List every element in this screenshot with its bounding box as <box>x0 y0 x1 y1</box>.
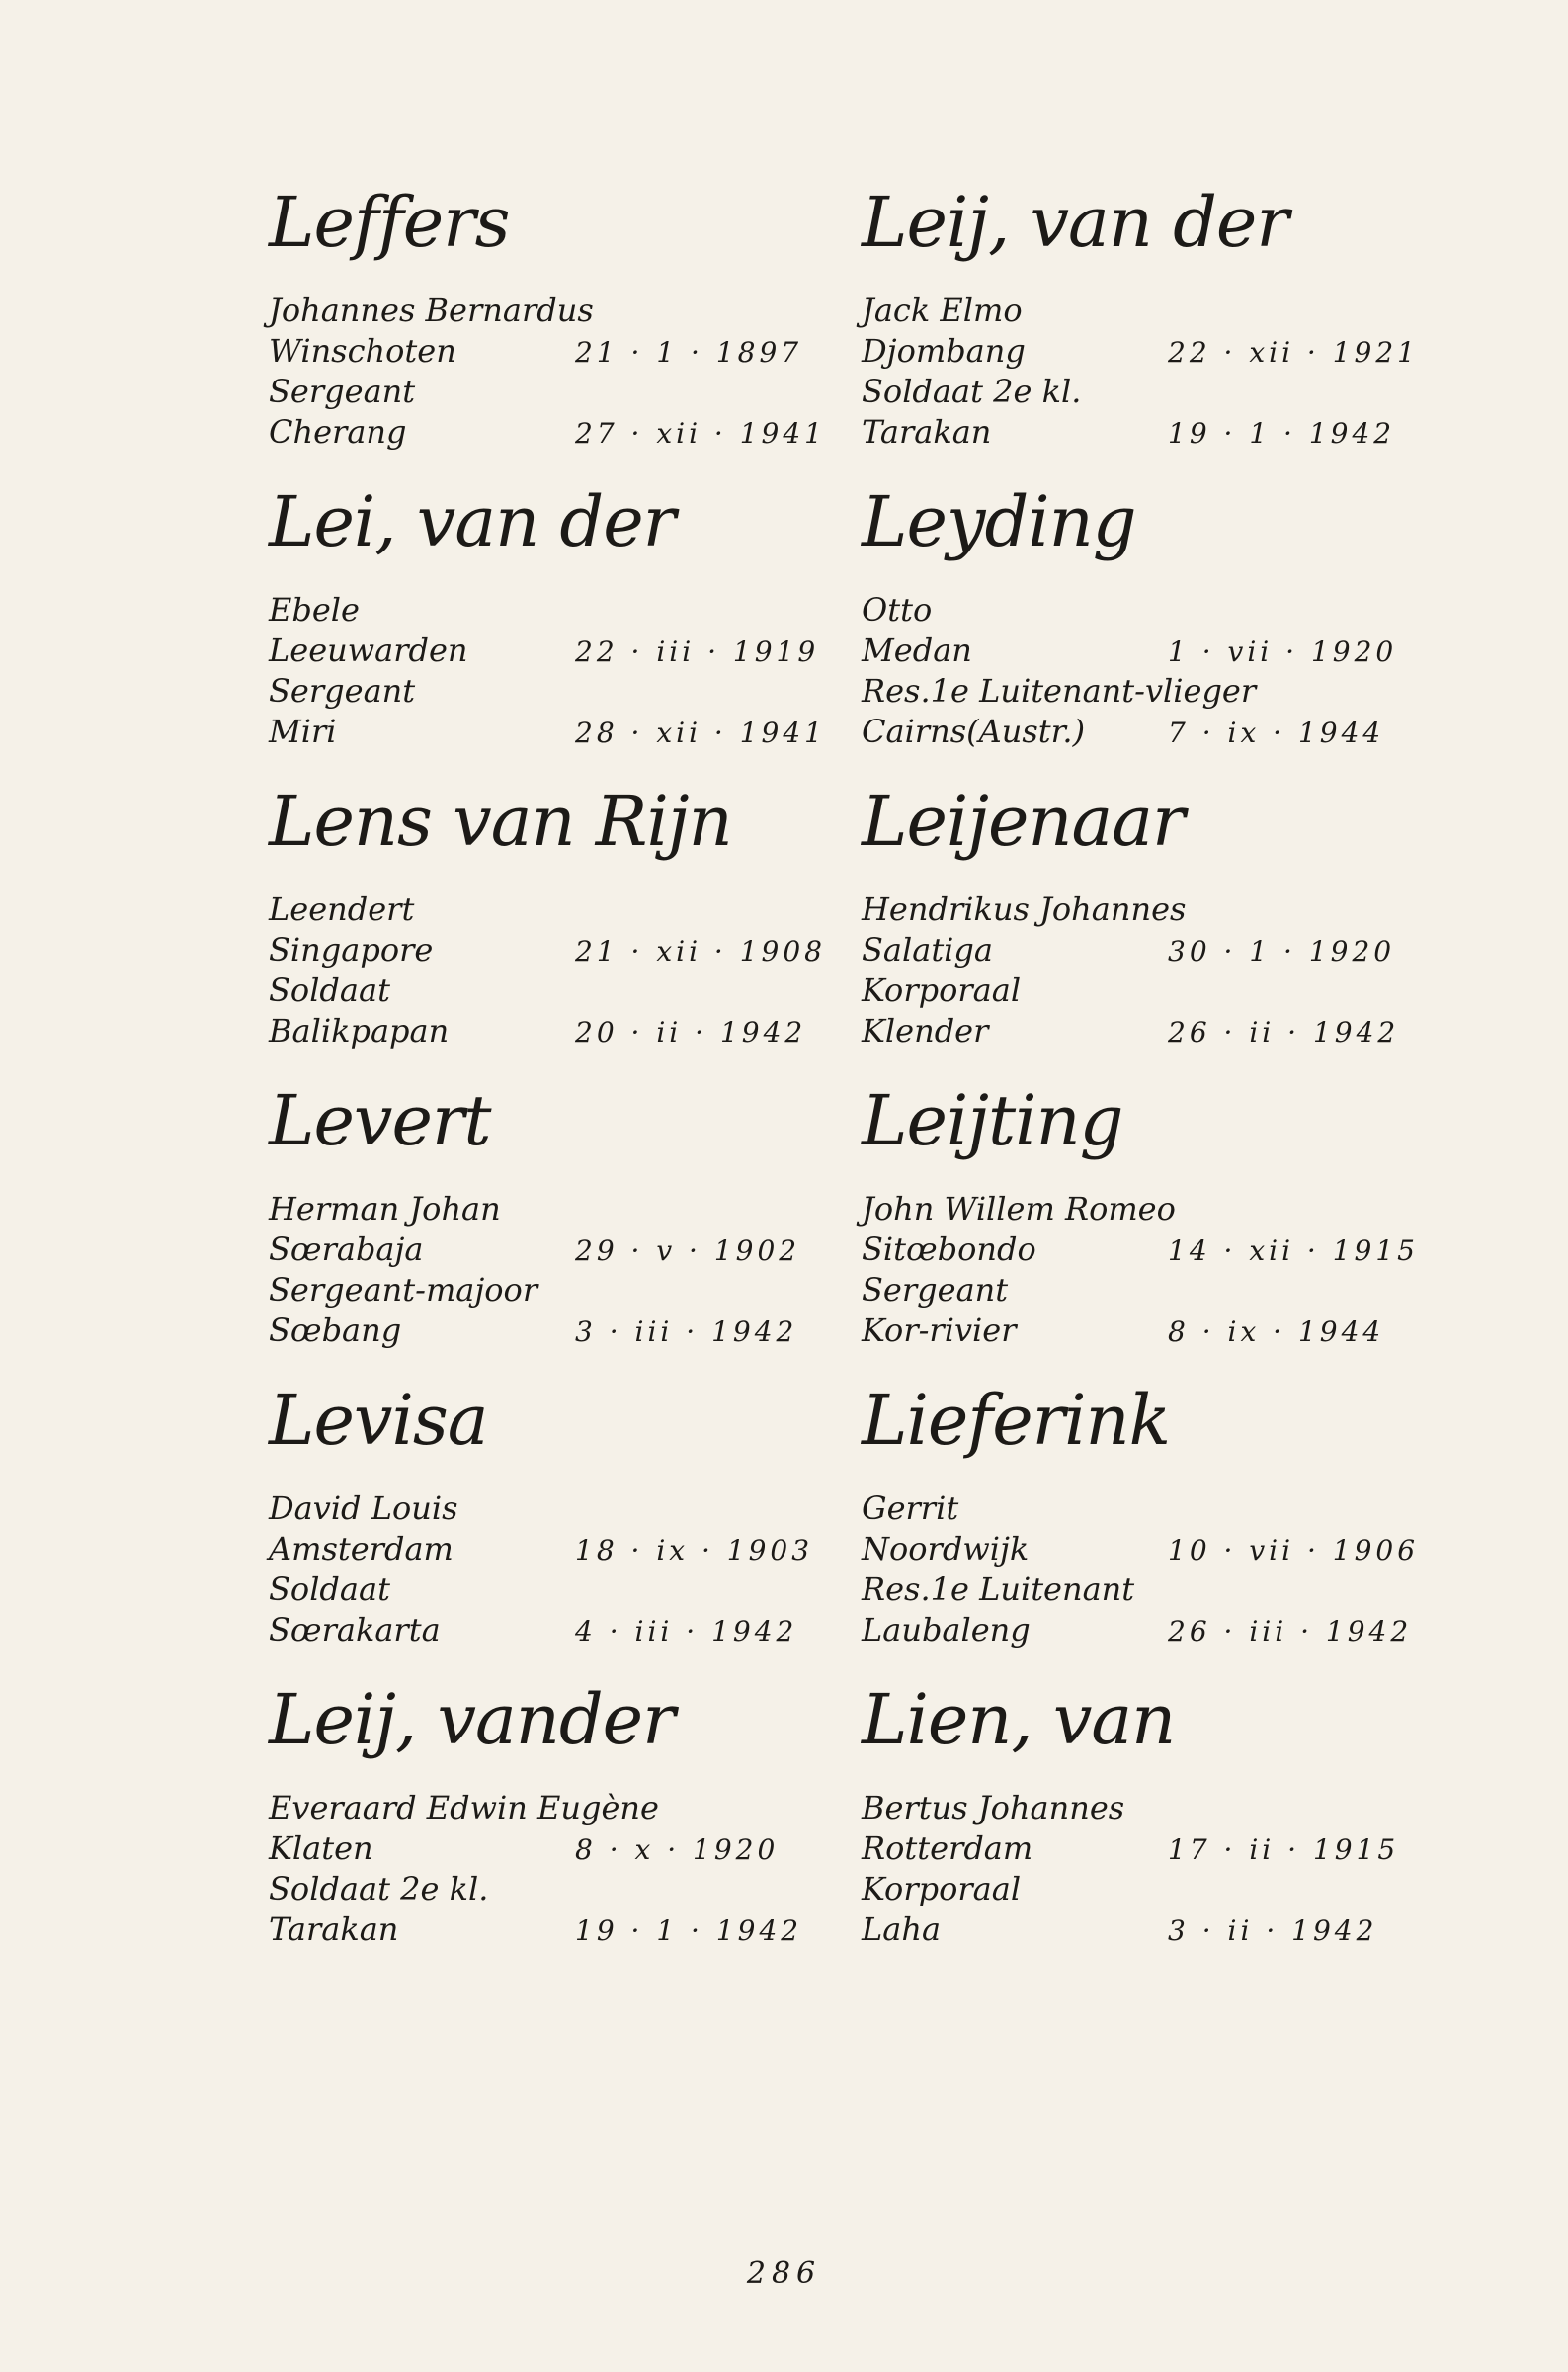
given-names-row <box>862 1788 1454 1828</box>
death-date: 28 · xii · 1941 <box>575 717 826 749</box>
birthdate: 18 · ix · 1903 <box>575 1534 814 1567</box>
given-names-row <box>269 590 862 631</box>
given-names-row <box>862 1189 1454 1229</box>
entry-card <box>862 1080 1454 1386</box>
birthplace: Sitœbondo <box>862 1230 1036 1268</box>
birth-row <box>862 631 1454 671</box>
death-place: Tarakan <box>862 413 992 451</box>
birthplace: Salatiga <box>862 931 993 969</box>
given-names-row <box>269 1488 862 1529</box>
rank-row <box>269 1270 862 1311</box>
birthplace: Winschoten <box>269 332 456 370</box>
rank: Sergeant-majoor <box>269 1271 538 1309</box>
given-names: Leendert <box>269 890 415 928</box>
birthdate: 21 · xii · 1908 <box>575 935 826 968</box>
given-names-row <box>862 1488 1454 1529</box>
birthplace: Djombang <box>862 332 1026 370</box>
death-place: Klender <box>862 1012 989 1050</box>
death-date: 26 · ii · 1942 <box>1168 1016 1400 1049</box>
entry-card <box>269 1080 862 1386</box>
death-place: Kor-rivier <box>862 1312 1017 1349</box>
birth-row <box>269 1229 862 1270</box>
death-row <box>269 1610 862 1651</box>
birthdate: 30 · 1 · 1920 <box>1168 935 1396 968</box>
given-names-row <box>269 1788 862 1828</box>
rank-row <box>862 1569 1454 1610</box>
right-column <box>862 182 1454 1985</box>
birth-row <box>862 1828 1454 1869</box>
death-date: 7 · ix · 1944 <box>1168 717 1385 749</box>
given-names: John Willem Romeo <box>862 1190 1176 1228</box>
rank-row <box>862 372 1454 412</box>
death-place: Laubaleng <box>862 1611 1031 1649</box>
surname-heading: Levisa <box>269 1380 488 1461</box>
given-names: Otto <box>862 591 933 629</box>
rank: Soldaat 2e kl. <box>269 1870 489 1907</box>
death-row <box>862 712 1454 752</box>
birthdate: 21 · 1 · 1897 <box>575 336 803 369</box>
birth-row <box>269 631 862 671</box>
birthdate: 10 · vii · 1906 <box>1168 1534 1420 1567</box>
rank: Res.1e Luitenant <box>862 1570 1135 1608</box>
birth-row <box>862 930 1454 971</box>
given-names-row <box>862 890 1454 930</box>
death-row <box>862 1311 1454 1351</box>
rank: Soldaat <box>269 1570 390 1608</box>
birthdate: 17 · ii · 1915 <box>1168 1833 1400 1866</box>
surname-heading: Leffers <box>269 182 510 263</box>
page-number: 286 <box>746 2256 822 2291</box>
birthdate: 22 · xii · 1921 <box>1168 336 1419 369</box>
death-date: 20 · ii · 1942 <box>575 1016 807 1049</box>
death-date: 19 · 1 · 1942 <box>575 1914 803 1947</box>
given-names: David Louis <box>269 1489 458 1527</box>
given-names: Jack Elmo <box>862 292 1023 329</box>
birth-row <box>269 331 862 372</box>
death-date: 4 · iii · 1942 <box>575 1615 798 1648</box>
rank-row <box>269 971 862 1011</box>
birthplace: Singapore <box>269 931 434 969</box>
given-names-row <box>862 590 1454 631</box>
birthplace: Noordwijk <box>862 1530 1030 1567</box>
birthdate: 1 · vii · 1920 <box>1168 635 1398 668</box>
birth-row <box>269 930 862 971</box>
birthplace: Sœrabaja <box>269 1230 424 1268</box>
rank-row <box>862 671 1454 712</box>
birth-row <box>269 1529 862 1569</box>
surname-heading: Leijting <box>862 1080 1123 1161</box>
rank-row <box>862 1270 1454 1311</box>
given-names: Ebele <box>269 591 360 629</box>
entry-card <box>269 781 862 1086</box>
death-row <box>269 712 862 752</box>
rank: Sergeant <box>269 373 416 410</box>
death-place: Cairns(Austr.) <box>862 713 1086 750</box>
rank: Res.1e Luitenant-vlieger <box>862 672 1257 710</box>
death-date: 19 · 1 · 1942 <box>1168 417 1396 450</box>
entry-card <box>862 1679 1454 1985</box>
death-date: 8 · ix · 1944 <box>1168 1315 1385 1348</box>
left-column <box>269 182 862 1985</box>
given-names-row <box>269 291 862 331</box>
birth-row <box>862 331 1454 372</box>
given-names-row <box>862 291 1454 331</box>
death-place: Balikpapan <box>269 1012 450 1050</box>
rank-row <box>269 671 862 712</box>
death-row <box>862 1011 1454 1052</box>
entry-card <box>269 481 862 787</box>
given-names: Bertus Johannes <box>862 1789 1125 1826</box>
death-place: Cherang <box>269 413 407 451</box>
given-names: Gerrit <box>862 1489 959 1527</box>
rank: Korporaal <box>862 1870 1022 1907</box>
death-date: 27 · xii · 1941 <box>575 417 826 450</box>
death-row <box>862 412 1454 453</box>
birth-row <box>862 1229 1454 1270</box>
entry-card <box>862 781 1454 1086</box>
death-place: Miri <box>269 713 337 750</box>
death-row <box>269 1909 862 1950</box>
given-names: Herman Johan <box>269 1190 501 1228</box>
death-place: Tarakan <box>269 1910 399 1948</box>
entry-card <box>862 1380 1454 1685</box>
death-date: 3 · ii · 1942 <box>1168 1914 1378 1947</box>
birthplace: Rotterdam <box>862 1829 1033 1867</box>
birthdate: 29 · v · 1902 <box>575 1234 801 1267</box>
death-row <box>269 412 862 453</box>
death-date: 26 · iii · 1942 <box>1168 1615 1413 1648</box>
surname-heading: Lens van Rijn <box>269 781 732 862</box>
death-place: Sœbang <box>269 1312 402 1349</box>
rank-row <box>862 971 1454 1011</box>
rank: Korporaal <box>862 972 1022 1009</box>
birthdate: 22 · iii · 1919 <box>575 635 820 668</box>
death-date: 3 · iii · 1942 <box>575 1315 798 1348</box>
surname-heading: Leyding <box>862 481 1136 562</box>
birthdate: 8 · x · 1920 <box>575 1833 780 1866</box>
rank: Soldaat <box>269 972 390 1009</box>
entry-card <box>862 481 1454 787</box>
death-row <box>269 1311 862 1351</box>
rank-row <box>269 1869 862 1909</box>
entry-card <box>269 182 862 487</box>
entry-card <box>862 182 1454 487</box>
entry-card <box>269 1380 862 1685</box>
surname-heading: Leij, vander <box>269 1679 675 1760</box>
death-row <box>862 1909 1454 1950</box>
birthplace: Klaten <box>269 1829 373 1867</box>
surname-heading: Lieferink <box>862 1380 1170 1461</box>
birthdate: 14 · xii · 1915 <box>1168 1234 1419 1267</box>
death-row <box>269 1011 862 1052</box>
rank: Sergeant <box>862 1271 1009 1309</box>
surname-heading: Levert <box>269 1080 491 1161</box>
given-names-row <box>269 1189 862 1229</box>
surname-heading: Leijenaar <box>862 781 1185 862</box>
birth-row <box>269 1828 862 1869</box>
rank: Sergeant <box>269 672 416 710</box>
death-row <box>862 1610 1454 1651</box>
rank-row <box>269 372 862 412</box>
given-names: Everaard Edwin Eugène <box>269 1789 659 1826</box>
surname-heading: Lien, van <box>862 1679 1176 1760</box>
given-names: Hendrikus Johannes <box>862 890 1187 928</box>
birthplace: Leeuwarden <box>269 632 468 669</box>
death-place: Sœrakarta <box>269 1611 441 1649</box>
birthplace: Amsterdam <box>269 1530 454 1567</box>
birthplace: Medan <box>862 632 972 669</box>
surname-heading: Lei, van der <box>269 481 676 562</box>
rank: Soldaat 2e kl. <box>862 373 1082 410</box>
birth-row <box>862 1529 1454 1569</box>
given-names-row <box>269 890 862 930</box>
death-place: Laha <box>862 1910 942 1948</box>
entry-card <box>269 1679 862 1985</box>
rank-row <box>862 1869 1454 1909</box>
surname-heading: Leij, van der <box>862 182 1288 263</box>
given-names: Johannes Bernardus <box>269 292 594 329</box>
rank-row <box>269 1569 862 1610</box>
